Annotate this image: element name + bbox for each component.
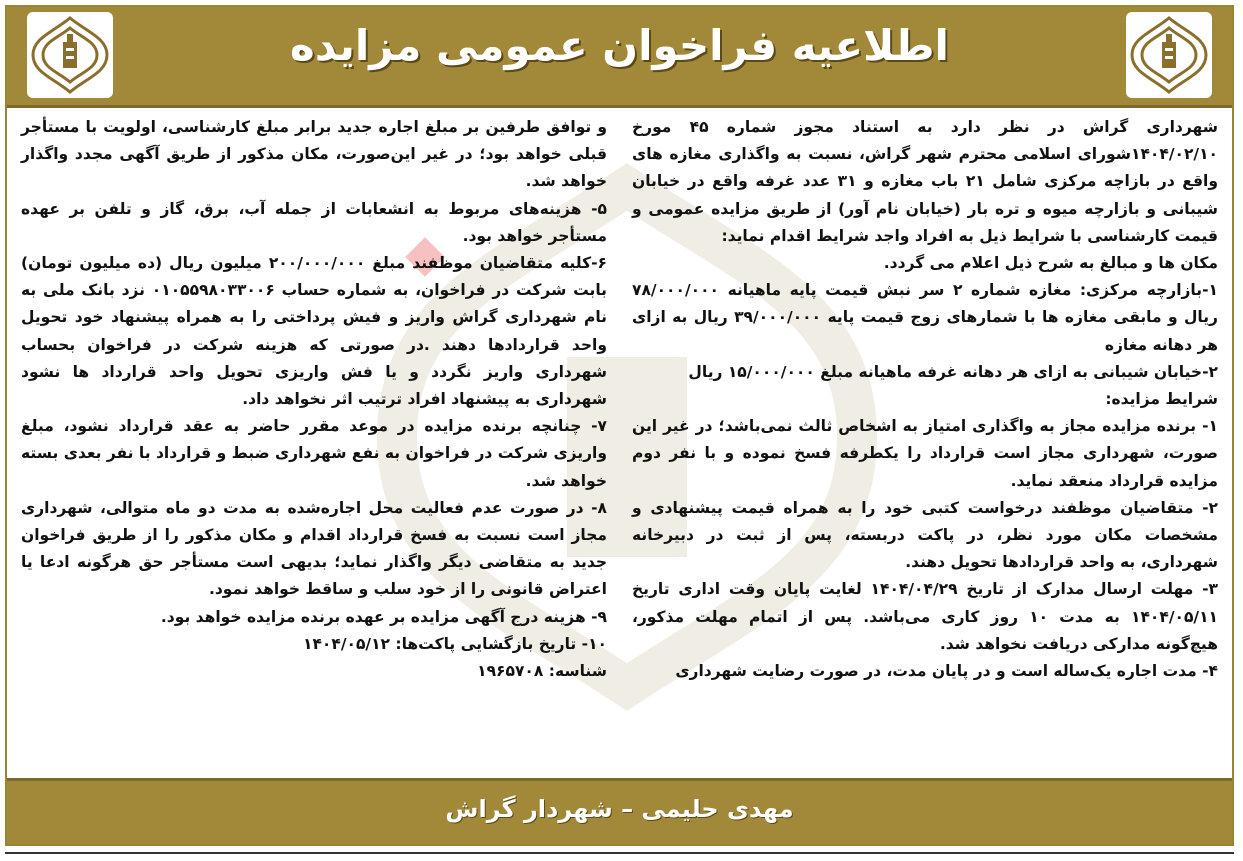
- intro-paragraph: شهرداری گراش در نظر دارد به استناد مجوز شماره ۴۵ مورخ ۱۴۰۴/۰۲/۱۰شورای اسلامی محترم شهر گراش، نسبت به واگذاری مغازه های واقع در بازاچه مرکزی شامل ۲۱ باب مغازه و ۳۱ عدد غرفه واقع در خیابان شیبانی و بازارچه میوه و تره بار (خیابان نام آور) از طریق مزایده عمومی و قیمت کارشناسی با شرایط ذیل به افراد واجد شرایط اقدام نماید:: [632, 118, 1218, 245]
- list-item: ۱- برنده مزایده مجاز به واگذاری امتیاز به اشخاص ثالث نمی‌باشد؛ در غیر این صورت، شهرداری مجاز است قرارداد را یکطرفه فسخ نموده و با نفر دوم مزایده قرارداد منعقد نماید.: [632, 417, 1218, 490]
- list-item: ۵- هزینه‌های مربوط به انشعابات از جمله آب، برق، گاز و تلفن بر عهده مستأجر خواهد بود.: [21, 199, 607, 245]
- list-item: ۸- در صورت عدم فعالیت محل اجاره‌شده به مدت دو ماه متوالی، شهرداری مجاز است نسبت به فسخ قرارداد اقدام و مکان مذکور را از طریق فراخوان جدید به متقاضی دیگر واگذار نماید؛ بدیهی است مستأجر حق هرگونه ادعا یا اعتراض قانونی را از خود سلب و ساقط خواهد نمود.: [21, 498, 607, 599]
- list-item: ۷- چنانچه برنده مزایده در موعد مقرر حاضر به عقد قرارداد نشود، مبلغ واریزی شرکت در فراخوان به نفع شهرداری ضبط و قرارداد با نفر بعدی بسته خواهد شد.: [21, 417, 607, 490]
- list-item: ۱۰- تاریخ بازگشایی پاکت‌ها: ۱۴۰۴/۰۵/۱۲: [302, 634, 607, 653]
- signature: مهدی حلیمی – شهردار گراش: [445, 795, 794, 823]
- municipality-seal-icon: [27, 12, 113, 98]
- list-item: ۹- هزینه درج آگهی مزایده بر عهده برنده مزایده خواهد بود.: [160, 607, 607, 626]
- right-column: [632, 114, 1218, 685]
- list-item: مکان ها و مبالغ به شرح ذیل اعلام می گردد.: [883, 254, 1218, 273]
- header-banner: [7, 7, 1232, 108]
- notice-body: [7, 114, 1232, 776]
- list-item: ۱-بازارچه مرکزی: مغازه شماره ۲ سر نبش قیمت پایه ماهیانه ۷۸/۰۰۰/۰۰۰ ریال و مابقی مغازه ها با شمارهای زوج قیمت پایه ۳۹/۰۰۰/۰۰۰ ریال به ازای هر دهانه مغازه: [632, 281, 1218, 354]
- notice-id: شناسه: ۱۹۶۵۷۰۸: [477, 662, 607, 681]
- list-item: و توافق طرفین بر مبلغ اجاره جدید برابر مبلغ کارشناسی، اولویت با مستأجر قبلی خواهد بود؛ در غیر این‌صورت، مکان مذکور از طریق آگهی مجدد واگذار خواهد شد.: [21, 118, 607, 191]
- list-item: ۳- مهلت ارسال مدارک از تاریخ ۱۴۰۴/۰۴/۲۹ لغایت پایان وقت اداری تاریخ ۱۴۰۴/۰۵/۱۱ به مدت ۱۰ روز کاری می‌باشد. پس از اتمام مهلت مذکور، هیچ‌گونه مدارکی دریافت نخواهد شد.: [632, 580, 1218, 653]
- list-item: ۶-کلیه متقاضیان موظفند مبلغ ۲۰۰/۰۰۰/۰۰۰ میلیون ریال (ده میلیون تومان) بابت شرکت در فراخوان، به شماره حساب ۰۱۰۵۵۹۸۰۳۳۰۰۶ نزد بانک ملی به نام شهرداری گراش واریز و فیش پرداختی را به همراه پیشنهاد خود تحویل واحد قراردادها دهند .در صورتی که هزینه شرکت در فراخوان بحساب شهرداری واریز نگردد و یا فش واریزی تحویل واحد قرارداد ها نشود شهرداری به پیشنهاد افراد ترتیب اثر نخواهد داد.: [21, 254, 607, 409]
- notice-frame: [5, 5, 1234, 846]
- list-item: ۲-خیابان شیبانی به ازای هر دهانه غرفه ماهیانه مبلغ ۱۵/۰۰۰/۰۰۰ ریال: [688, 362, 1218, 381]
- page-title: اطلاعیه فراخوان عمومی مزایده: [290, 21, 949, 70]
- left-column: [21, 114, 607, 685]
- list-item: ۲- متقاضیان موظفند درخواست کتبی خود را به همراه قیمت پیشنهادی و مشخصات مکان مورد نظر، در پاکت دربسته، پس از ثبت در دبیرخانه شهرداری، به واحد قراردادها تحویل دهند.: [632, 498, 1218, 572]
- divider: [5, 852, 1234, 854]
- list-item: ۴- مدت اجاره یک‌ساله است و در پایان مدت، در صورت رضایت شهرداری: [675, 662, 1218, 681]
- section-heading: شرایط مزایده:: [1105, 390, 1218, 409]
- footer-banner: [7, 778, 1232, 844]
